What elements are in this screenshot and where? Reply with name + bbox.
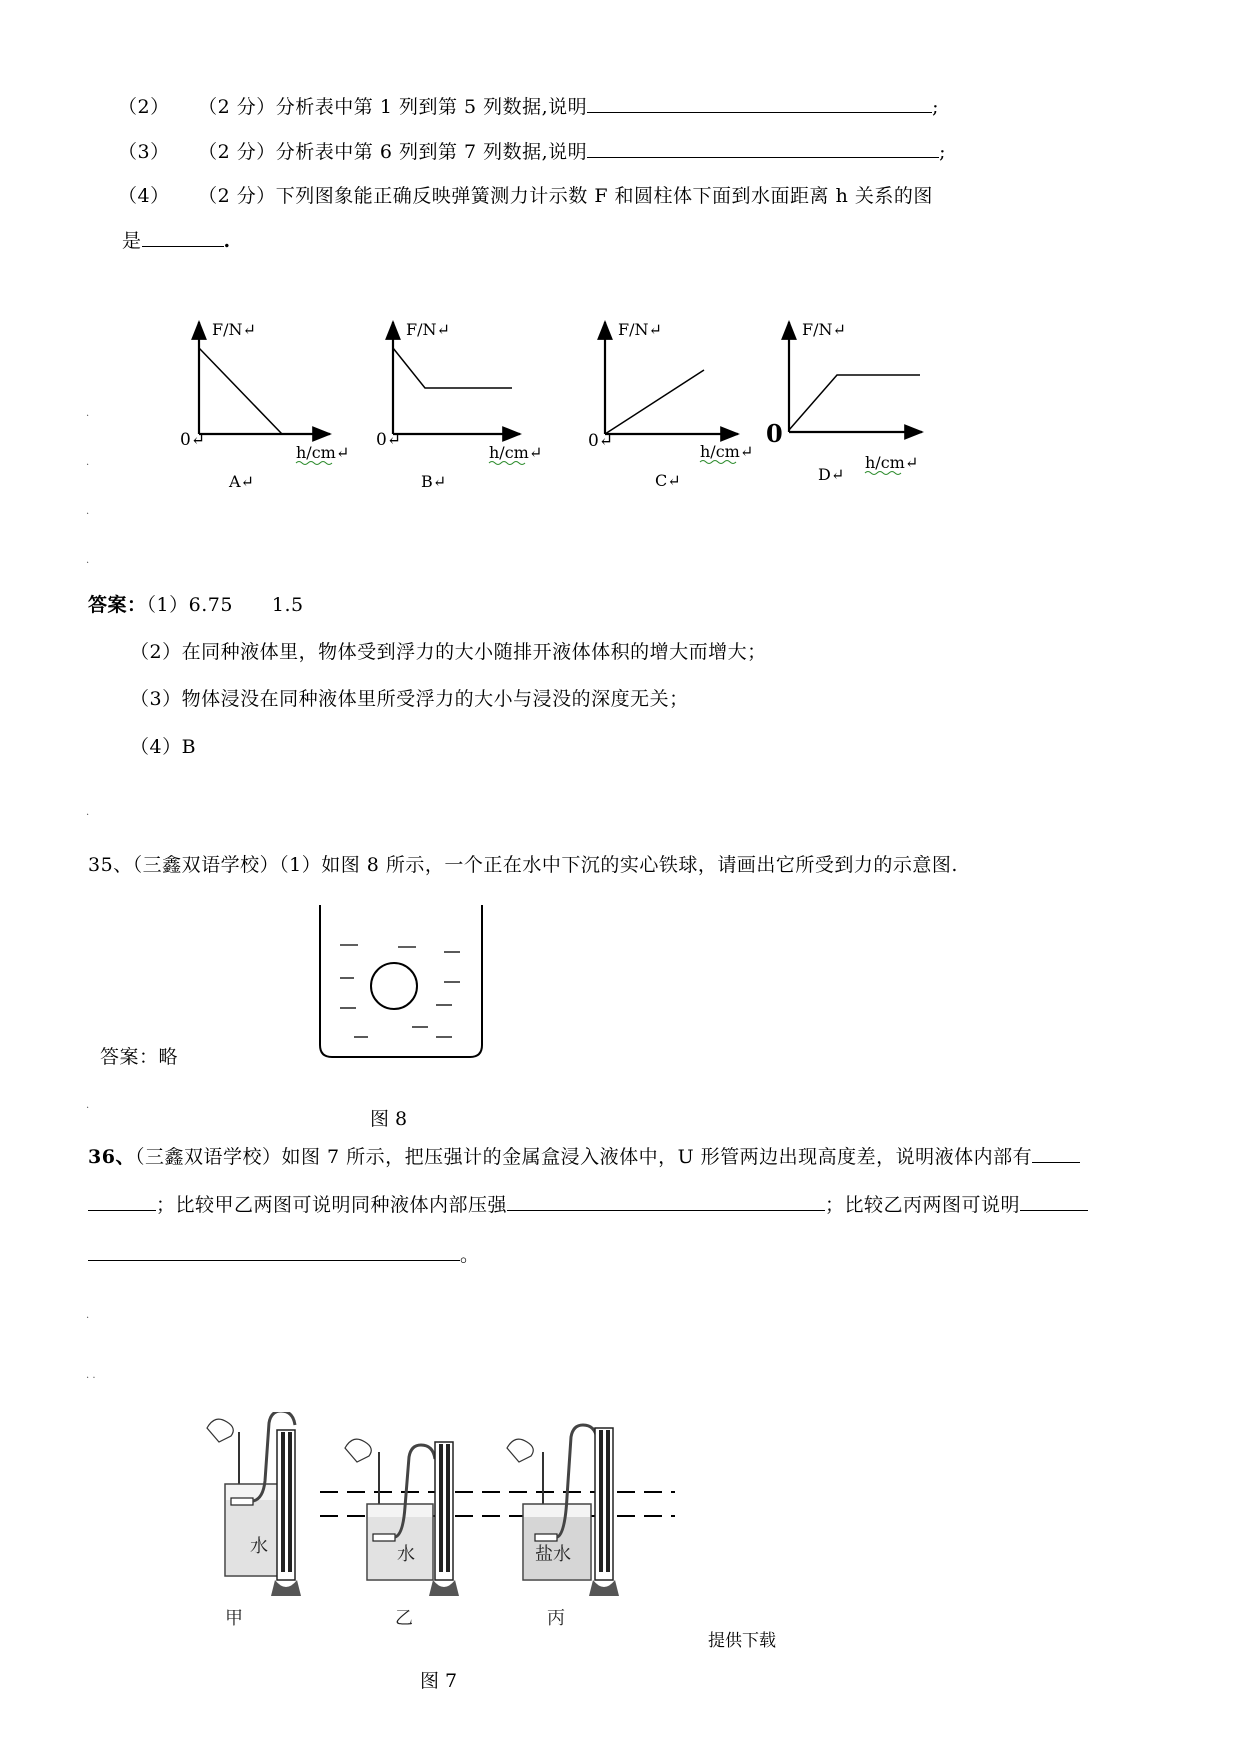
manometer-base (429, 1580, 459, 1596)
graph-b (376, 320, 542, 491)
graph-caption: C↵ (655, 471, 681, 490)
answer-blank[interactable] (1032, 1142, 1080, 1163)
question-2 (118, 92, 939, 119)
answer-blank[interactable] (1020, 1190, 1088, 1211)
hand-icon (207, 1419, 233, 1442)
graph-options (0, 300, 1000, 500)
question-text: （三鑫双语学校）如图 7 所示，把压强计的金属盒浸入液体中，U 形管两边出现高度差，说明液体内部有 (134, 1146, 1033, 1168)
answer-block-line-1 (88, 590, 304, 617)
metal-box (535, 1534, 557, 1541)
figure-8-beaker (318, 905, 488, 1065)
u-tube-manometer (277, 1430, 295, 1580)
stray-mark: . (86, 807, 90, 818)
manometer-base (271, 1580, 301, 1596)
figure-7-caption: 图 7 (420, 1670, 458, 1692)
graph-caption: A↵ (229, 472, 254, 491)
stray-mark: . (86, 457, 90, 468)
question-text: 分析表中第 1 列到第 5 列数据,说明 (275, 96, 588, 118)
answer-item-4: （4）B (130, 736, 197, 758)
question-text: 是 (122, 230, 142, 252)
question-36-line-2 (88, 1190, 1088, 1217)
y-axis-label: F/N↵ (212, 320, 256, 339)
download-note: 提供下载 (708, 1631, 776, 1651)
x-axis-label: h/cm↵ (700, 442, 754, 461)
hand-icon (507, 1439, 533, 1462)
manometer-base (589, 1580, 619, 1596)
answer-item-3: （3）物体浸没在同种液体里所受浮力的大小与浸没的深度无关； (130, 688, 689, 710)
setup-label: 丙 (547, 1608, 565, 1629)
question-text: 下列图象能正确反映弹簧测力计示数 F 和圆柱体下面到水面距离 h 关系的图 (275, 185, 933, 207)
question-number: （2） (118, 96, 170, 118)
setup-label: 甲 (225, 1608, 243, 1629)
origin-label: 0↵ (180, 430, 206, 450)
question-35: 35、（三鑫双语学校）（1）如图 8 所示，一个正在水中下沉的实心铁球，请画出它所受到力的示意图. (88, 854, 958, 876)
question-text: 分析表中第 6 列到第 7 列数据,说明 (275, 141, 588, 163)
liquid-label: 盐水 (535, 1544, 571, 1565)
answer-blank[interactable] (142, 226, 224, 247)
stray-mark: . . (86, 1370, 96, 1381)
graph-caption: B↵ (421, 472, 447, 491)
figure-7-apparatus (195, 1412, 755, 1642)
graph-line (789, 375, 920, 430)
stray-mark: . (86, 1100, 90, 1111)
answer-blank[interactable] (88, 1190, 156, 1211)
question-score: （2 分） (198, 185, 276, 207)
y-axis-label: F/N↵ (618, 320, 662, 339)
x-axis-label: h/cm↵ (489, 443, 543, 462)
answer-item-2: （2）在同种液体里，物体受到浮力的大小随排开液体体积的增大而增大； (130, 641, 767, 663)
beaker-outline (320, 905, 482, 1057)
question-text: ；比较甲乙两图可说明同种液体内部压强 (156, 1194, 508, 1216)
graph-a (180, 320, 349, 491)
setup-bing (507, 1425, 619, 1629)
origin-label: 0↵ (376, 430, 402, 450)
setup-jia (207, 1412, 301, 1629)
u-tube-arm (606, 1430, 610, 1572)
stray-mark: . (86, 506, 90, 517)
stray-mark: . (86, 555, 90, 566)
x-axis-label: h/cm↵ (865, 453, 919, 472)
question-4-continuation (122, 226, 231, 253)
graph-c (588, 320, 753, 490)
graph-line (393, 348, 512, 388)
u-tube-arm (446, 1444, 450, 1572)
graph-line (199, 348, 282, 434)
y-axis-label: F/N↵ (802, 320, 846, 339)
question-score: （2 分） (198, 96, 276, 118)
answer-blank[interactable] (88, 1240, 460, 1261)
question-number: 36、 (88, 1146, 135, 1168)
question-text: ；比较乙丙两图可说明 (825, 1194, 1021, 1216)
answer-blank[interactable] (507, 1190, 825, 1211)
origin-label: 0↵ (588, 431, 614, 451)
question-36-line-1 (88, 1142, 1080, 1169)
u-tube-arm (288, 1432, 292, 1572)
question-number: （3） (118, 141, 170, 163)
question-35-answer: 答案：略 (100, 1046, 179, 1068)
u-tube-arm (281, 1432, 285, 1572)
question-number: （4） (118, 185, 170, 207)
figure-8-caption: 图 8 (370, 1108, 408, 1130)
graph-d (766, 320, 922, 484)
liquid-label: 水 (397, 1544, 415, 1565)
question-4 (118, 181, 933, 208)
metal-box (373, 1534, 395, 1541)
stray-mark: . (86, 408, 90, 419)
x-axis-label: h/cm↵ (296, 443, 350, 462)
stray-mark: . (86, 1310, 90, 1321)
origin-label: 0 (766, 419, 783, 448)
y-axis-label: F/N↵ (406, 320, 450, 339)
graph-caption: D↵ (818, 465, 845, 484)
iron-ball (371, 963, 417, 1009)
answer-label: 答案： (88, 594, 147, 616)
setup-label: 乙 (395, 1608, 413, 1629)
metal-box (231, 1498, 253, 1505)
u-tube-manometer (435, 1442, 453, 1580)
u-tube-arm (439, 1444, 443, 1572)
question-36-line-3 (88, 1240, 480, 1267)
question-end: ; (939, 141, 947, 163)
liquid-label: 水 (250, 1536, 268, 1557)
question-end: 。 (460, 1244, 480, 1266)
answer-item-1: （1）6.75 1.5 (146, 594, 304, 616)
question-3 (118, 137, 946, 164)
answer-blank[interactable] (587, 137, 939, 158)
answer-blank[interactable] (587, 92, 932, 113)
graph-line (605, 370, 704, 434)
question-score: （2 分） (198, 141, 276, 163)
question-end: ; (932, 96, 940, 118)
question-end: . (223, 230, 231, 252)
u-tube-manometer (595, 1428, 613, 1580)
u-tube-arm (599, 1430, 603, 1572)
water-lines (340, 945, 460, 1037)
hand-icon (345, 1439, 371, 1462)
setup-yi (345, 1439, 459, 1629)
